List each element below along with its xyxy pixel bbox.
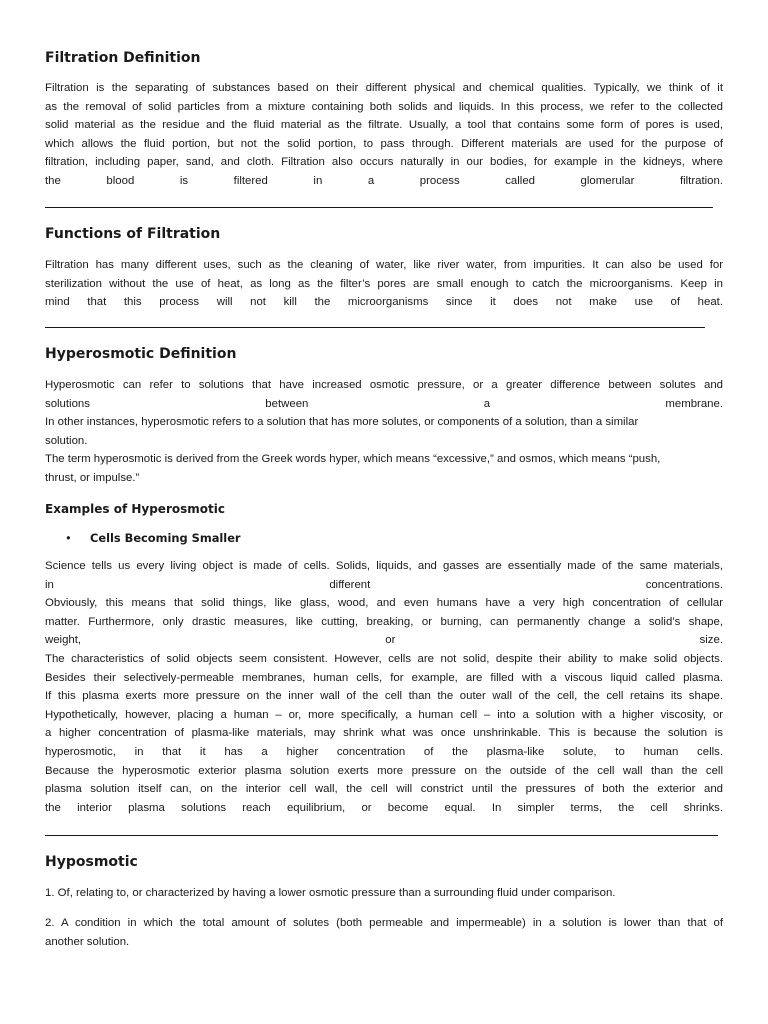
hyposmotic-point-1	[45, 884, 723, 903]
paragraph-line: Hypothetically, however, placing a human – or, more specifically, a human cell – into a solution with a higher viscosity, or	[45, 708, 723, 721]
hyperosmotic-definition-heading	[45, 345, 723, 363]
paragraph-line: matter. Furthermore, only drastic measures, like cutting, breaking, or burning, can permanently change a solid’s shape,	[45, 615, 723, 628]
paragraph-line: the blood is filtered in a process called glomerular filtration.	[45, 174, 723, 187]
divider	[45, 327, 705, 328]
functions-paragraph	[45, 256, 723, 312]
paragraph-line: The term hyperosmotic is derived from the Greek words hyper, which means “excessive,” and osmos, which means “push,	[45, 453, 661, 466]
paragraph-line: thrust, or impulse.”	[45, 471, 140, 484]
paragraph-line: Because the hyperosmotic exterior plasma solution exerts more pressure on the outside of the cell wall than the cell	[45, 764, 723, 777]
paragraph-line: 2. A condition in which the total amount of solutes (both permeable and impermeable) in a solution is lower than that of	[45, 917, 723, 929]
paragraph-line: Science tells us every living object is made of cells. Solids, liquids, and gasses are essentially made of the same materials,	[45, 560, 723, 572]
section-title: Hyperosmotic Definition	[45, 346, 237, 362]
paragraph-line: the interior plasma solutions reach equilibrium, or become equal. In simpler terms, the cell shrinks.	[45, 801, 723, 814]
filtration-definition-paragraph	[45, 79, 723, 191]
paragraph-line: If this plasma exerts more pressure on the inner wall of the cell than the outer wall of the cell, the cell retains its shape.	[45, 690, 723, 703]
paragraph-line: as the removal of solid particles from a mixture containing both solids and liquids. In this process, we refer to the collected	[45, 100, 723, 113]
section-title: Functions of Filtration	[45, 226, 221, 242]
section-title: Hyposmotic	[45, 854, 138, 870]
paragraph-line: filtration, including paper, sand, and cloth. Filtration also occurs naturally in our bodies, for example in the kidneys, where	[45, 156, 723, 169]
paragraph-line: weight, or size.	[45, 634, 723, 647]
paragraph-line: In other instances, hyperosmotic refers to a solution that has more solutes, or components of a solution, than a similar	[45, 416, 639, 429]
paragraph-line: plasma solution itself can, on the interior cell wall, the cell will constrict until the pressures of both the exterior and	[45, 783, 723, 796]
bullet-icon: •	[65, 531, 72, 545]
examples-paragraph	[45, 557, 723, 817]
paragraph-line: in different concentrations.	[45, 578, 723, 591]
paragraph-line: solid material as the residue and the fluid material as the filtrate. Usually, a tool that contains some form of pores is used,	[45, 119, 723, 132]
paragraph-line: a higher concentration of plasma-like materials, may shrink what was once unshrinkable. This is because the solution is	[45, 727, 723, 740]
paragraph-line: Hyperosmotic can refer to solutions that have increased osmotic pressure, or a greater difference between solutes and	[45, 379, 723, 391]
divider	[45, 835, 718, 836]
paragraph-line: Besides their selectively-permeable membranes, human cells, for example, are filled with a viscous liquid called plasma.	[45, 671, 723, 684]
paragraph-line: Filtration is the separating of substances based on their different physical and chemical qualities. Typically, we think of it	[45, 82, 723, 94]
paragraph-line: solution.	[45, 434, 88, 447]
divider	[45, 207, 713, 208]
hyposmotic-point-2	[45, 914, 723, 951]
bullet-label: Cells Becoming Smaller	[90, 531, 241, 545]
paragraph-line: which allows the fluid portion, but not the solid portion, to pass through. Different materials are used for the purpose of	[45, 137, 723, 150]
paragraph-line: sterilization without the use of heat, as long as the filter’s pores are small enough to catch the microorganisms. Keep in	[45, 277, 723, 290]
functions-heading	[45, 225, 723, 243]
paragraph-line: Filtration has many different uses, such as the cleaning of water, like river water, from impurities. It can also be used for	[45, 259, 723, 271]
paragraph-line: solutions between a membrane.	[45, 397, 723, 410]
filtration-definition-heading	[45, 49, 723, 67]
paragraph-line: another solution.	[45, 935, 130, 948]
paragraph-line: 1. Of, relating to, or characterized by having a lower osmotic pressure than a surrounding fluid under comparison.	[45, 887, 616, 899]
paragraph-line: The characteristics of solid objects seem consistent. However, cells are not solid, despite their ability to make solid objects.	[45, 652, 723, 665]
paragraph-line: Obviously, this means that solid things, like glass, wood, and even humans have a very high concentration of cellular	[45, 597, 723, 610]
examples-heading	[45, 501, 723, 517]
hyposmotic-heading	[45, 853, 723, 871]
hyperosmotic-definition-paragraph	[45, 376, 723, 488]
section-title: Filtration Definition	[45, 50, 201, 66]
paragraph-line: mind that this process will not kill the microorganisms since it does not make use of heat.	[45, 296, 723, 309]
subsection-title: Examples of Hyperosmotic	[45, 502, 225, 516]
paragraph-line: hyperosmotic, in that it has a higher concentration of the plasma-like solute, to human cells.	[45, 745, 723, 758]
